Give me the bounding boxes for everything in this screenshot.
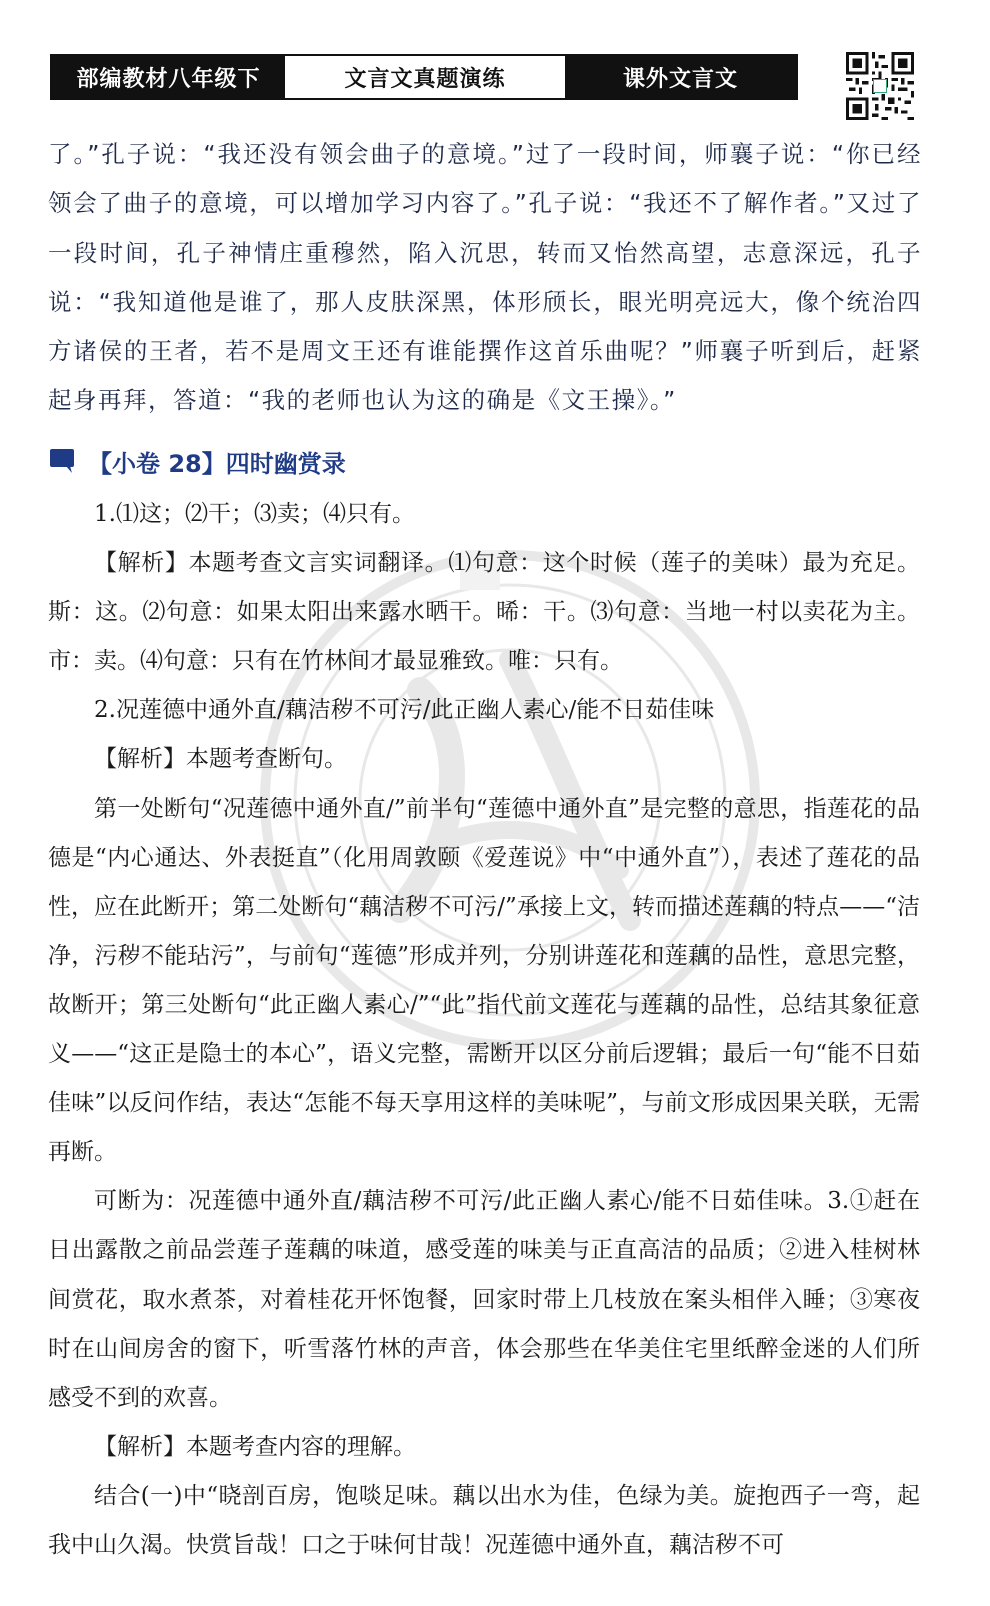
section-heading [48, 440, 346, 482]
analysis-1: 【解析】本题考查文言实词翻译。⑴句意：这个时候（莲子的美味）最为充足。斯：这。⑵句意：如果太阳出来露水晒干。晞：干。⑶句意：当地一村以卖花为主。市：卖。⑷句意：只有在竹林间才最显雅致。唯：只有。 [48, 550, 920, 675]
translation-text [48, 130, 922, 426]
section-title: 【小卷 28】四时幽赏录 [88, 449, 346, 478]
analysis-2-body: 第一处断句“况莲德中通外直/”前半句“莲德中通外直”是完整的意思，指莲花的品德是“内心通达、外表挺直”（化用周敦颐《爱莲说》中“中通外直”），表述了莲花的品性，应在此断开；第二处断句“藕洁秽不可污/”承接上文，转而描述莲藕的特点——“洁净，污秽不能玷污”，与前句“莲德”形成并列，分别讲莲花和莲藕的品性，意思完整，故断开；第三处断句“此正幽人素心/”“此”指代前文莲花与莲藕的品性，总结其象征意义——“这正是隐士的本心”，语义完整，需断开以区分前后逻辑；最后一句“能不日茹佳味”以反问作结，表达“怎能不每天享用这样的美味呢”，与前文形成因果关联，无需再断。 [48, 795, 920, 1166]
answer-block [48, 490, 920, 1570]
chat-bubble-icon [48, 446, 78, 476]
answer-2: 2.况莲德中通外直/藕洁秽不可污/此正幽人素心/能不日茹佳味 [94, 697, 715, 724]
header-title: 文言文真题演练 [285, 56, 565, 98]
header-grade: 部编教材八年级下 [52, 56, 285, 98]
analysis-3-heading: 【解析】本题考查内容的理解。 [94, 1433, 416, 1460]
answer-3: 可断为：况莲德中通外直/藕洁秽不可污/此正幽人素心/能不日茹佳味。3.①赶在日出露散之前品尝莲子莲藕的味道，感受莲的味美与正直高洁的品质；②进入桂树林间赏花，取水煮茶，对着桂花开怀饱餐，回家时带上几枝放在案头相伴入睡；③寒夜时在山间房舍的窗下，听雪落竹林的声音，体会那些在华美住宅里纸醉金迷的人们所感受不到的欢喜。 [48, 1188, 920, 1411]
header-bar [50, 54, 798, 100]
translation-paragraph: 了。”孔子说：“我还没有领会曲子的意境。”过了一段时间，师襄子说：“你已经领会了曲子的意境，可以增加学习内容了。”孔子说：“我还不了解作者。”又过了一段时间，孔子神情庄重穆然，陷入沉思，转而又怡然高望，志意深远，孔子说：“我知道他是谁了，那人皮肤深黑，体形颀长，眼光明亮远大，像个统治四方诸侯的王者，若不是周文王还有谁能撰作这首乐曲呢？”师襄子听到后，赶紧起身再拜，答道：“我的老师也认为这的确是《文王操》。” [48, 140, 922, 415]
analysis-2-heading: 【解析】本题考查断句。 [94, 746, 347, 773]
qr-code-icon [846, 52, 914, 120]
analysis-3-body: 结合(一)中“晓剖百房，饱啖足味。藕以出水为佳，色绿为美。旋抱西子一弯，起我中山久渴。快赏旨哉！口之于味何甘哉！况莲德中通外直，藕洁秽不可 [48, 1482, 920, 1558]
header-category: 课外文言文 [565, 56, 796, 98]
answer-1: 1.⑴这；⑵干；⑶卖；⑷只有。 [94, 501, 415, 527]
